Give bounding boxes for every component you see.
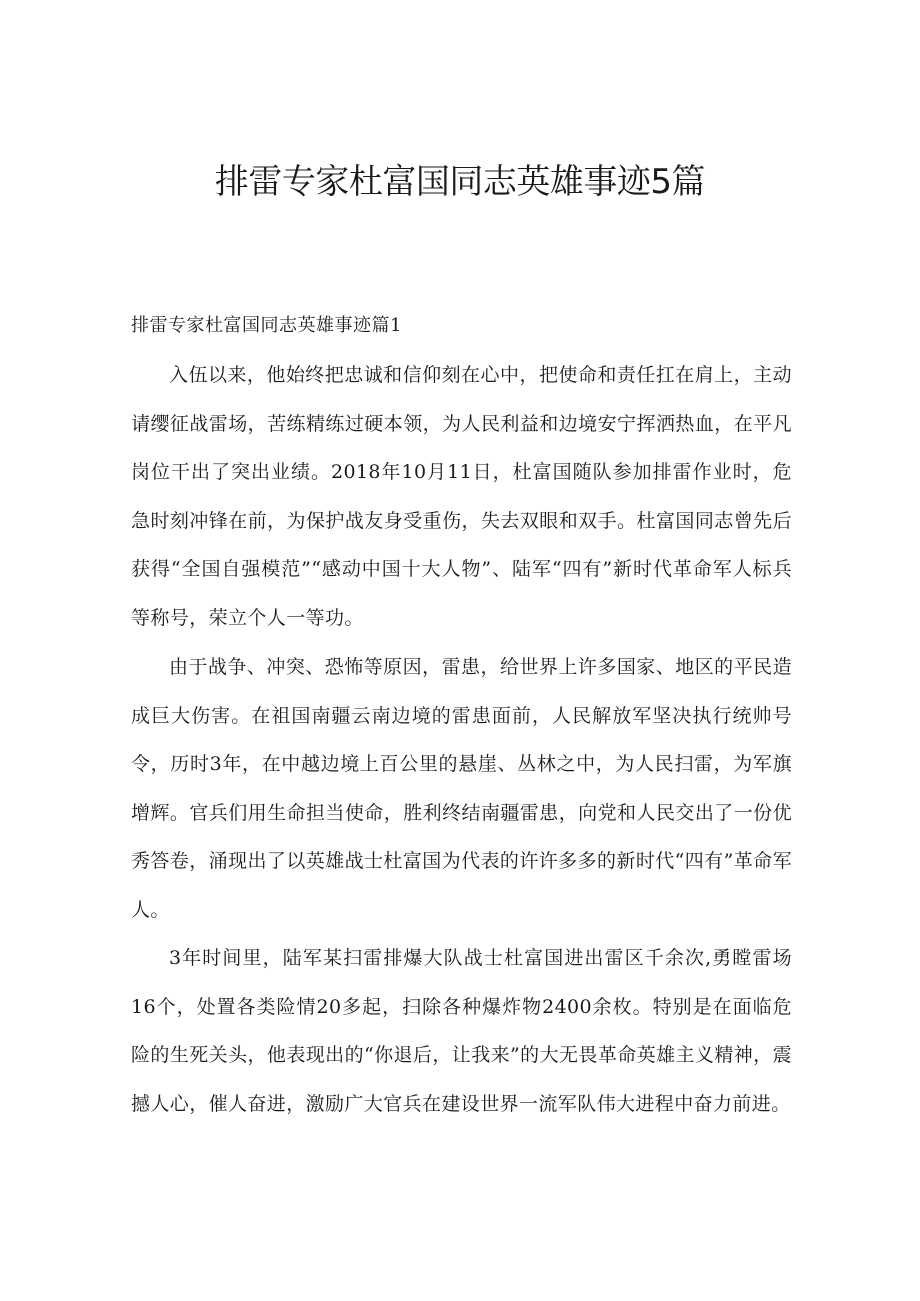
section-heading: 排雷专家杜富国同志英雄事迹篇1	[131, 315, 402, 336]
paragraph-3: 3年时间里，陆军某扫雷排爆大队战士杜富国进出雷区千余次,勇瞠雷场16个，处置各类险情20多起，扫除各种爆炸物2400余枚。特别是在面临危险的生死关头，他表现出的“你退后，让我来”的大无畏革命英雄主义精神，震撼人心，催人奋进，激励广大官兵在建设世界一流军队伟大进程中奋力前进。	[131, 947, 792, 1115]
paragraph-2: 由于战争、冲突、恐怖等原因，雷患，给世界上许多国家、地区的平民造成巨大伤害。在祖国南疆云南边境的雷患面前，人民解放军坚决执行统帅号令，历时3年，在中越边境上百公里的悬崖、丛林之中，为人民扫雷，为军旗增辉。官兵们用生命担当使命，胜利终结南疆雷患，向党和人民交出了一份优秀答卷，涌现出了以英雄战士杜富国为代表的许许多多的新时代“四有”革命军人。	[131, 656, 792, 921]
paragraph-1: 入伍以来，他始终把忠诚和信仰刻在心中，把使命和责任扛在肩上，主动请缨征战雷场，苦练精练过硬本领，为人民利益和边境安宁挥洒热血，在平凡岗位干出了突出业绩。2018年10月11日，杜富国随队参加排雷作业时，危急时刻冲锋在前，为保护战友身受重伤，失去双眼和双手。杜富国同志曾先后获得“全国自强模范”“感动中国十大人物”、陆军“四有”新时代革命军人标兵等称号，荣立个人一等功。	[131, 364, 792, 629]
document-title: 排雷专家杜富国同志英雄事迹5篇	[214, 162, 706, 202]
